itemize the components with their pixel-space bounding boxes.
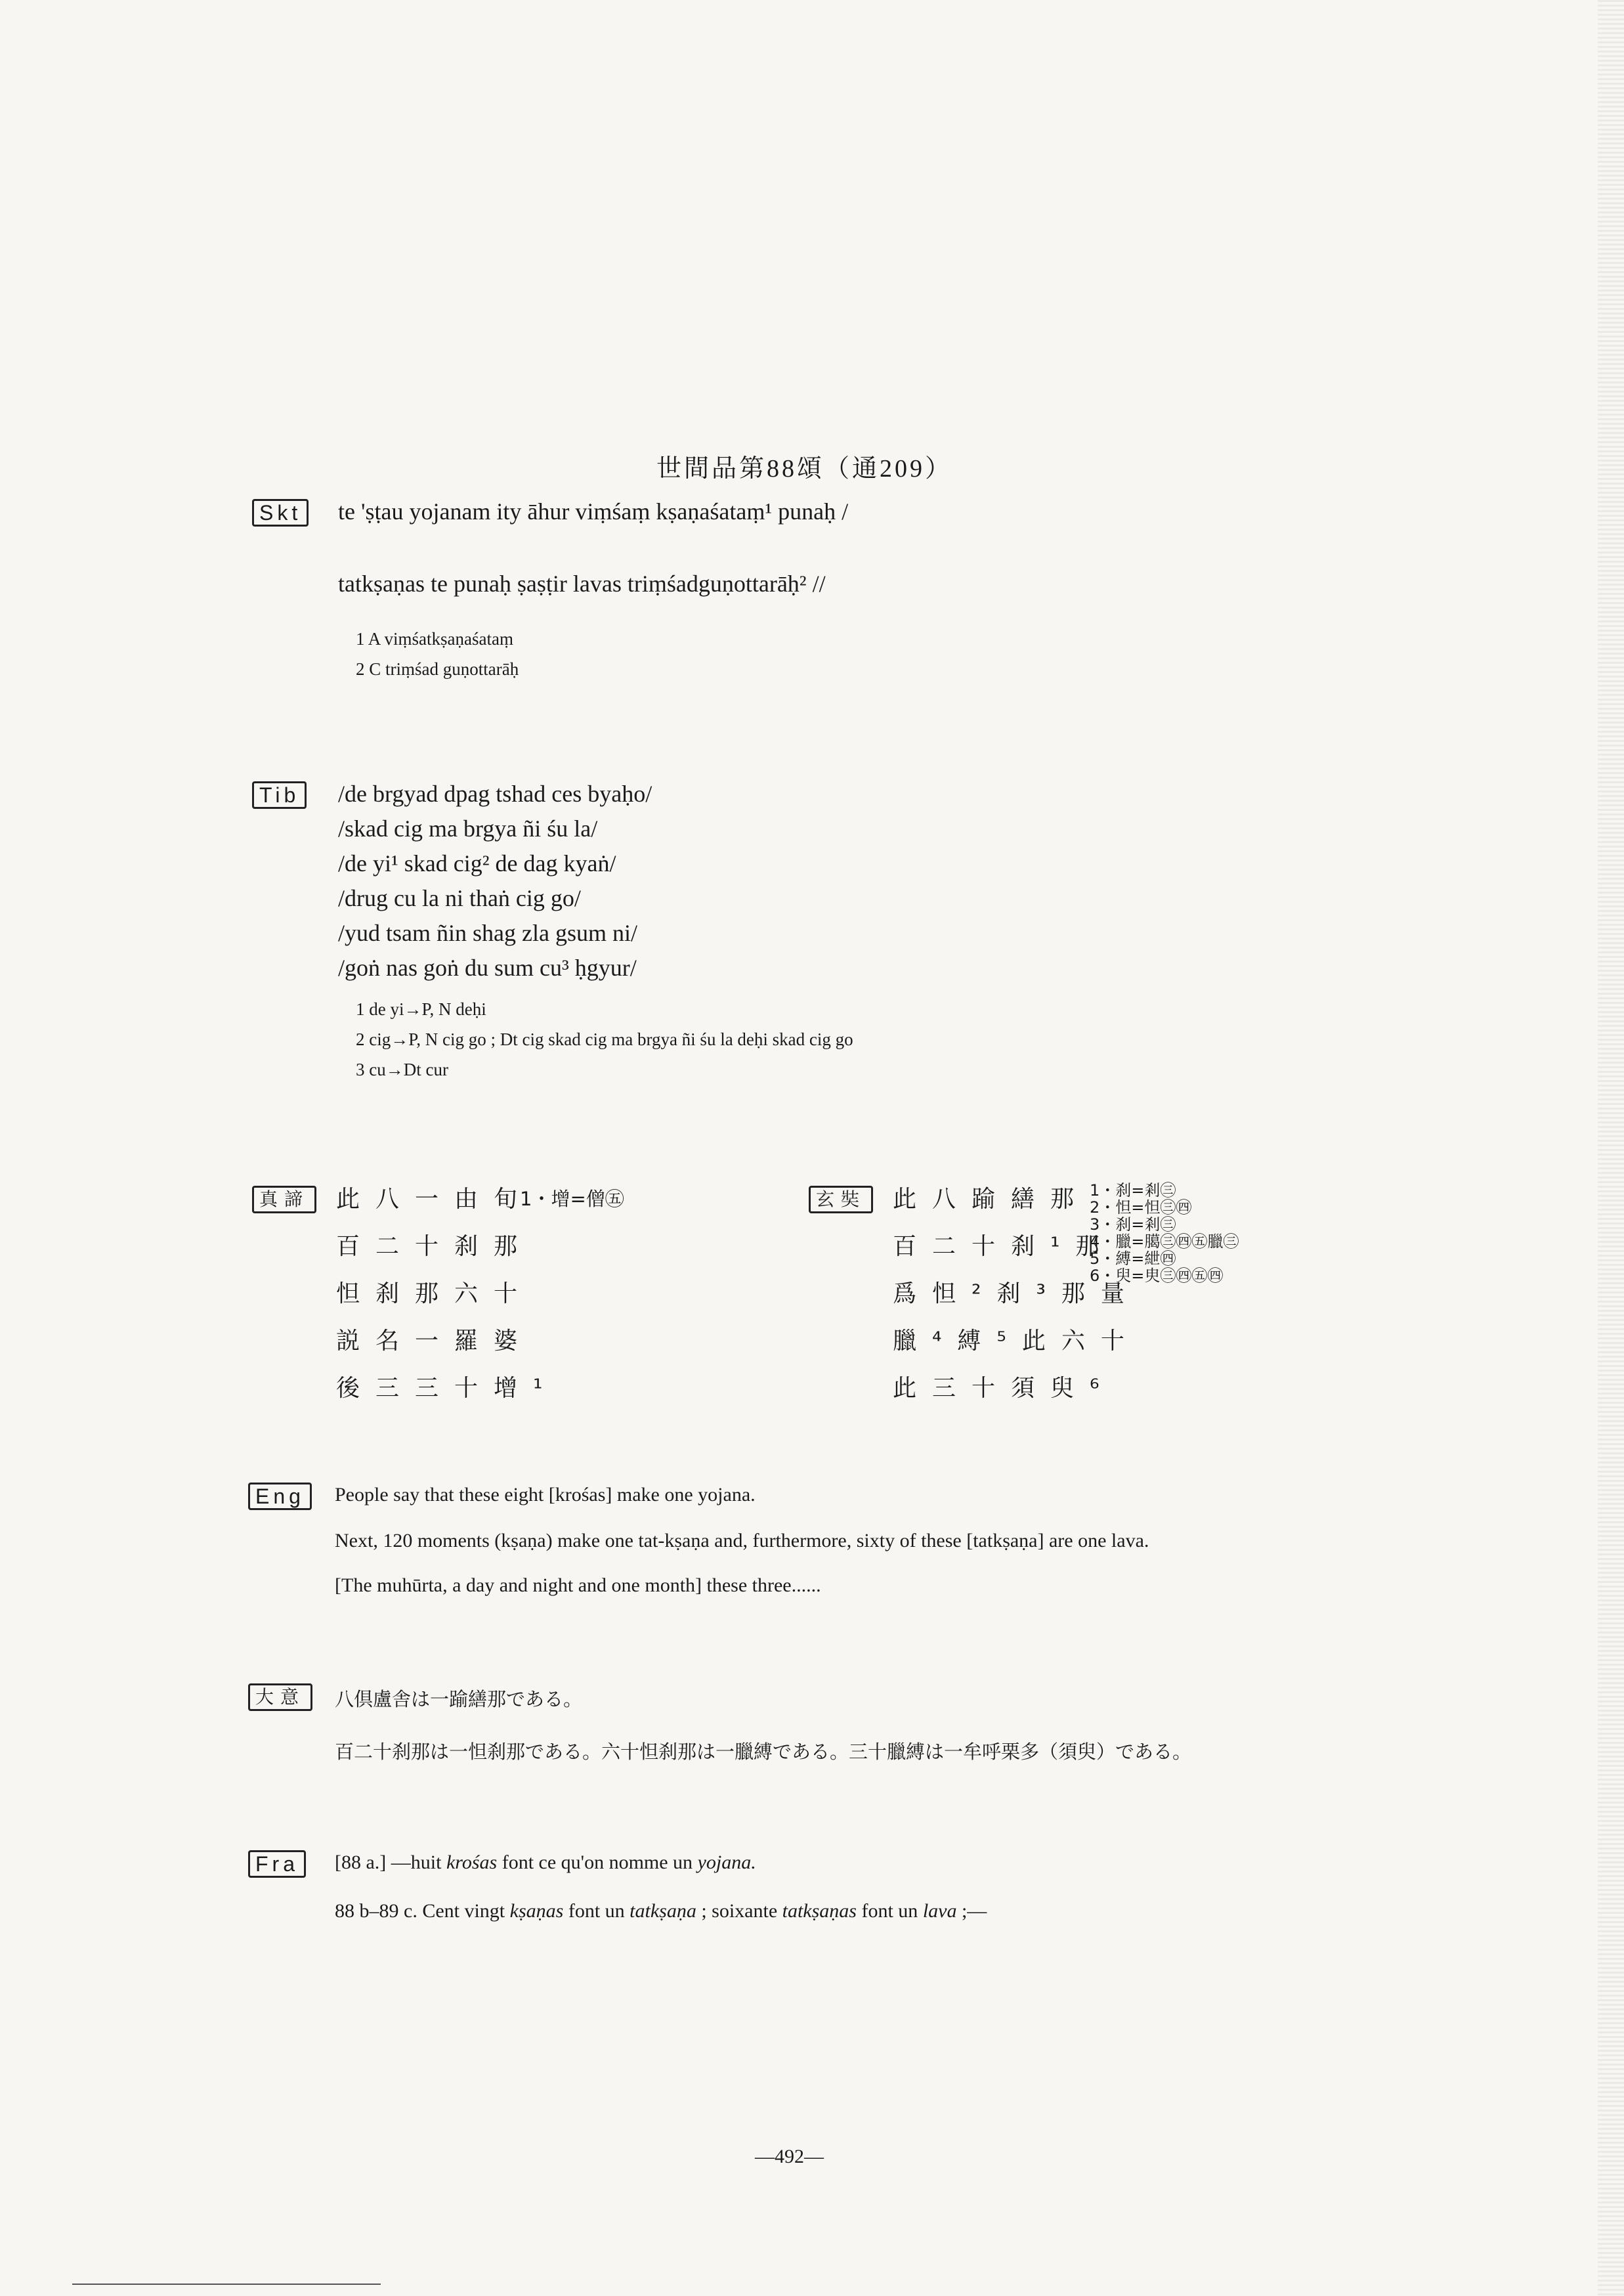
skt-note-2: 2 C triṃśad guṇottarāḥ bbox=[356, 659, 519, 679]
tib-line-3: /de yi¹ skad cig² de dag kyaṅ/ bbox=[338, 850, 616, 877]
fra-line-2-f: tatkṣaṇas bbox=[782, 1900, 857, 1922]
xuanzang-line-2: 百二十刹¹那 bbox=[893, 1233, 1115, 1260]
fra-tag: Fra bbox=[248, 1850, 306, 1878]
skt-line-1: te 'ṣṭau yojanam ity āhur viṃśaṃ kṣaṇaśataṃ¹ punaḥ / bbox=[338, 498, 849, 525]
taii-line-1: 八倶盧舎は一踰繕那である。 bbox=[335, 1688, 583, 1710]
fra-line-1-a: [88 a.] —huit bbox=[335, 1852, 446, 1873]
fra-line-2-a: 88 b–89 c. Cent vingt bbox=[335, 1900, 510, 1922]
fra-line-2-d: tatkṣaṇa bbox=[630, 1900, 696, 1922]
fra-line-1-c: font ce qu'on nomme un bbox=[497, 1852, 698, 1873]
tib-tag: Tib bbox=[252, 781, 307, 809]
tib-note-2: 2 cig→P, N cig go ; Dt cig skad cig ma brgya ñi śu la deḥi skad cig go bbox=[356, 1029, 853, 1049]
fra-line-2-e: ; soixante bbox=[696, 1900, 782, 1922]
footer-rule bbox=[72, 2284, 381, 2285]
zhendi-note: 1・增=僧㊄ bbox=[520, 1188, 624, 1210]
taii-tag: 大意 bbox=[248, 1683, 312, 1711]
xuanzang-note-4: 4・臘=臈㊂㊃㊄臘㊂ bbox=[1090, 1232, 1239, 1251]
xuanzang-note-2: 2・怛=怛㊂㊃ bbox=[1090, 1198, 1192, 1217]
fra-line-1-b: krośas bbox=[446, 1852, 498, 1873]
xuanzang-note-3: 3・刹=剎㊂ bbox=[1090, 1215, 1176, 1234]
tib-note-3: 3 cu→Dt cur bbox=[356, 1060, 448, 1079]
fra-line-2-c: font un bbox=[563, 1900, 630, 1922]
tib-line-1: /de brgyad dpag tshad ces byaḥo/ bbox=[338, 781, 652, 807]
eng-line-2: Next, 120 moments (kṣaṇa) make one tat-kṣaṇa and, furthermore, sixty of these [tatkṣaṇa] are one lava. bbox=[335, 1530, 1149, 1551]
zhendi-line-2: 百二十刹那 bbox=[336, 1233, 534, 1260]
xuanzang-line-5: 此三十須臾⁶ bbox=[893, 1375, 1115, 1402]
zhendi-tag: 真諦 bbox=[252, 1186, 316, 1213]
eng-tag: Eng bbox=[248, 1483, 312, 1510]
fra-line-2-b: kṣaṇas bbox=[509, 1900, 564, 1922]
fra-line-2 bbox=[335, 1900, 987, 1922]
skt-tag: Skt bbox=[252, 499, 309, 527]
fra-line-1-d: yojana. bbox=[697, 1852, 756, 1873]
eng-line-1: People say that these eight [krośas] make one yojana. bbox=[335, 1484, 756, 1505]
page-number: —492— bbox=[755, 2146, 824, 2167]
xuanzang-note-6: 6・臾=㬰㊂㊃㊄㊃ bbox=[1090, 1267, 1224, 1285]
skt-line-2: tatkṣaṇas te punaḥ ṣaṣṭir lavas triṃśadguṇottarāḥ² // bbox=[338, 571, 826, 597]
zhendi-line-3: 怛刹那六十 bbox=[336, 1280, 534, 1307]
page-title: 世間品第88頌（通209） bbox=[656, 455, 953, 483]
xuanzang-tag: 玄奘 bbox=[809, 1186, 873, 1213]
skt-note-1: 1 A viṃśatkṣaṇaśataṃ bbox=[356, 629, 513, 649]
xuanzang-line-1: 此八踰繕那 bbox=[893, 1186, 1090, 1213]
fra-line-2-h: lava bbox=[922, 1900, 957, 1922]
zhendi-line-5: 後三三十增¹ bbox=[336, 1375, 559, 1402]
fra-line-2-g: font un bbox=[856, 1900, 923, 1922]
tib-note-1: 1 de yi→P, N deḥi bbox=[356, 999, 486, 1019]
scan-edge bbox=[1598, 0, 1624, 2296]
zhendi-line-4: 説名一羅婆 bbox=[336, 1328, 534, 1354]
xuanzang-line-3: 爲怛²刹³那量 bbox=[893, 1280, 1140, 1307]
taii-line-2: 百二十刹那は一怛刹那である。六十怛刹那は一臘縛である。三十臘縛は一牟呼栗多（須臾）である。 bbox=[335, 1741, 1192, 1763]
tib-line-2: /skad cig ma brgya ñi śu la/ bbox=[338, 815, 598, 842]
eng-line-3: [The muhūrta, a day and night and one month] these three...... bbox=[335, 1574, 821, 1596]
zhendi-line-1: 此八一由旬 bbox=[336, 1186, 534, 1213]
tib-line-5: /yud tsam ñin shag zla gsum ni/ bbox=[338, 920, 637, 946]
xuanzang-note-5: 5・縛=紲㊃ bbox=[1090, 1249, 1176, 1268]
xuanzang-note-1: 1・刹=剎㊂ bbox=[1090, 1181, 1176, 1200]
fra-line-1 bbox=[335, 1852, 756, 1874]
fra-line-2-i: ;— bbox=[956, 1900, 987, 1922]
tib-line-4: /drug cu la ni thaṅ cig go/ bbox=[338, 885, 581, 911]
tib-line-6: /goṅ nas goṅ du sum cu³ ḥgyur/ bbox=[338, 955, 637, 981]
xuanzang-line-4: 臘⁴縛⁵此六十 bbox=[893, 1328, 1140, 1354]
